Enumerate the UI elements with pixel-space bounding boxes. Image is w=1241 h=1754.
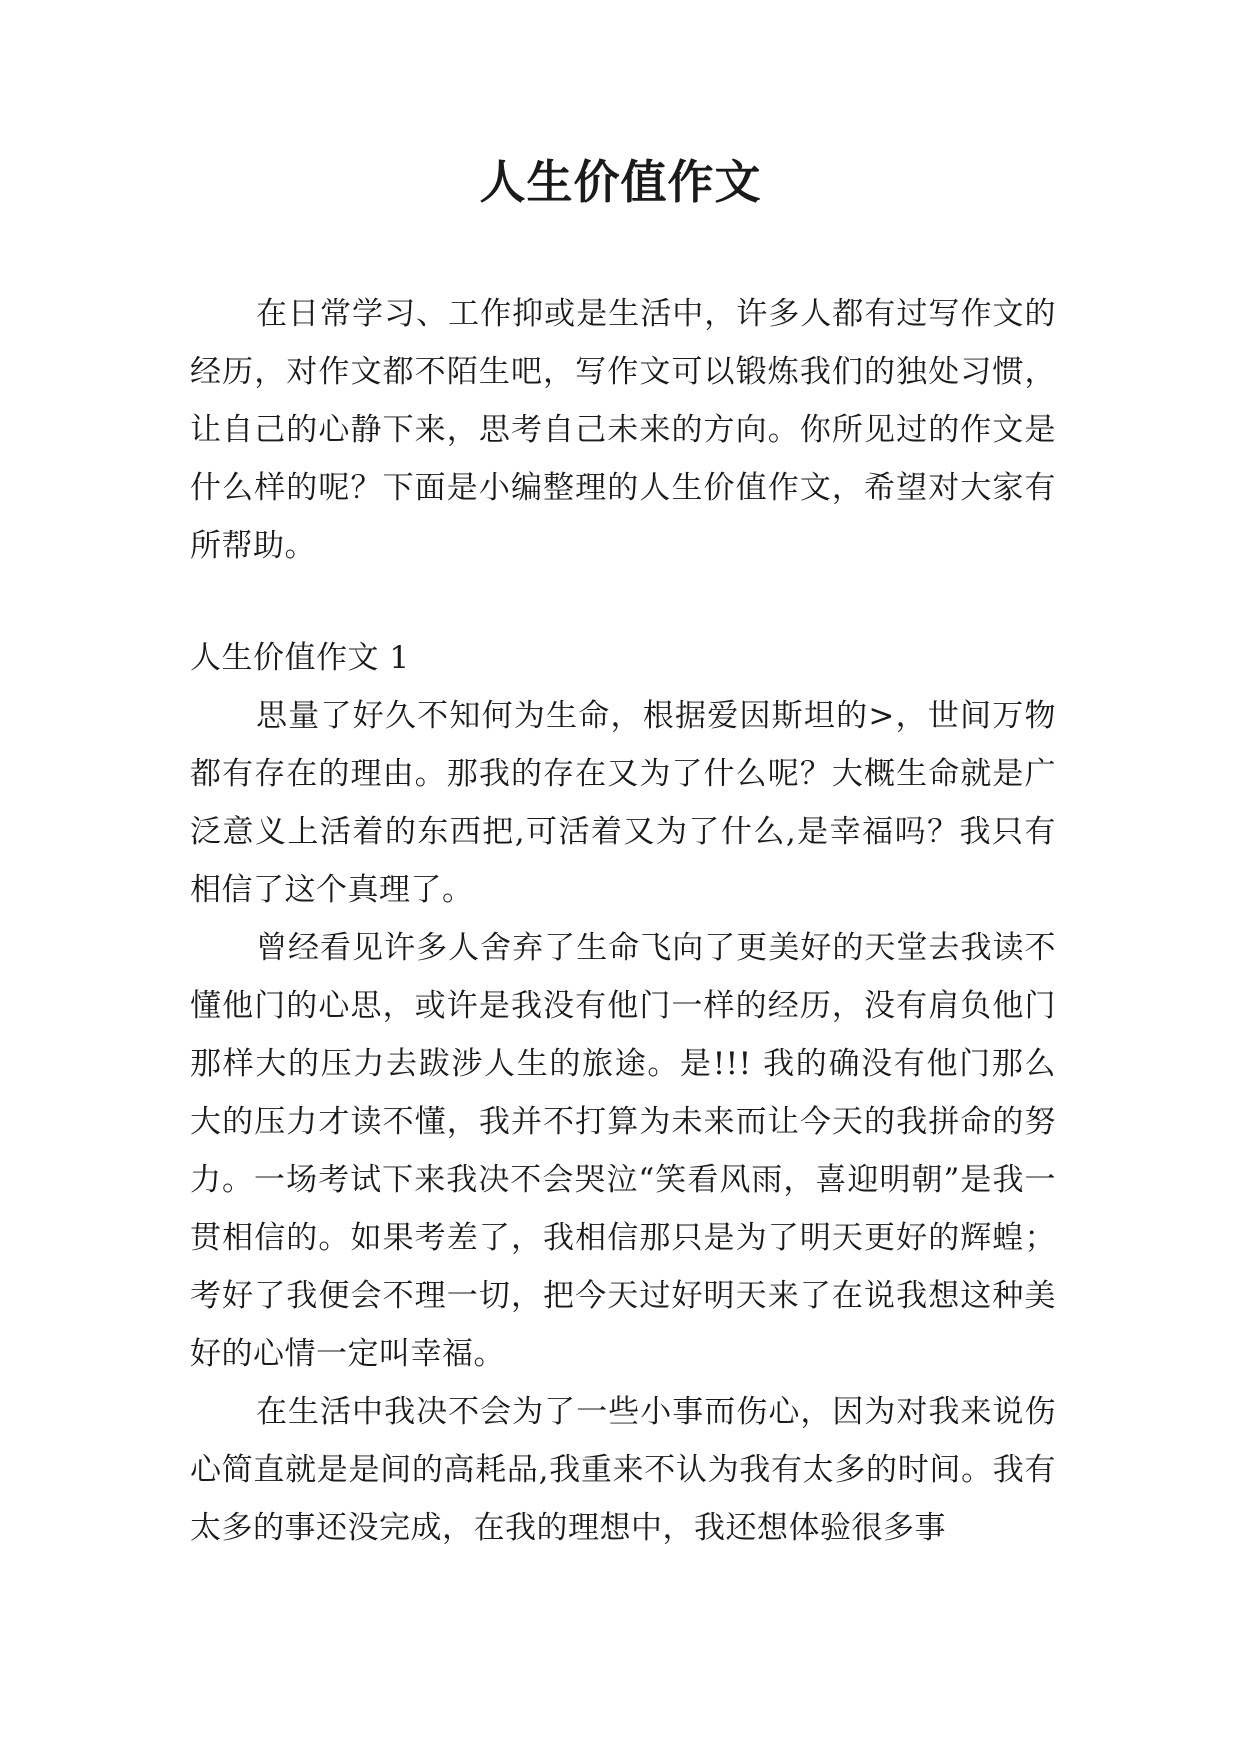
intro-paragraph: 在日常学习、工作抑或是生活中，许多人都有过写作文的经历，对作文都不陌生吧，写作文可以锻炼我们的独处习惯，让自己的心静下来，思考自己未来的方向。你所见过的作文是什么样的呢？下面是小编整理的人生价值作文，希望对大家有所帮助。 <box>190 296 1056 564</box>
document-body <box>190 285 1056 1557</box>
section-paragraph-3: 在生活中我决不会为了一些小事而伤心，因为对我来说伤心简直就是是间的高耗品,我重来不认为我有太多的时间。我有太多的事还没完成，在我的理想中，我还想体验很多事 <box>190 1394 1056 1546</box>
document-title: 人生价值作文 <box>479 155 762 209</box>
section-paragraph-1: 思量了好久不知何为生命，根据爱因斯坦的>，世间万物都有存在的理由。那我的存在又为了什么呢？大概生命就是广泛意义上活着的东西把,可活着又为了什么,是幸福吗？我只有相信了这个真理了。 <box>190 698 1056 908</box>
section-paragraph-2: 曾经看见许多人舍弃了生命飞向了更美好的天堂去我读不懂他门的心思，或许是我没有他门一样的经历，没有肩负他门那样大的压力去跋涉人生的旅途。是!!! 我的确没有他门那么大的压力才读不懂，我并不打算为未来而让今天的我拼命的努力。一场考试下来我决不会哭泣“笑看风雨，喜迎明朝”是我一贯相信的。如果考差了，我相信那只是为了明天更好的辉蝗；考好了我便会不理一切，把今天过好明天来了在说我想这种美好的心情一定叫幸福。 <box>190 930 1056 1372</box>
section-1 <box>190 629 1056 1557</box>
section-heading: 人生价值作文 1 <box>190 640 410 676</box>
